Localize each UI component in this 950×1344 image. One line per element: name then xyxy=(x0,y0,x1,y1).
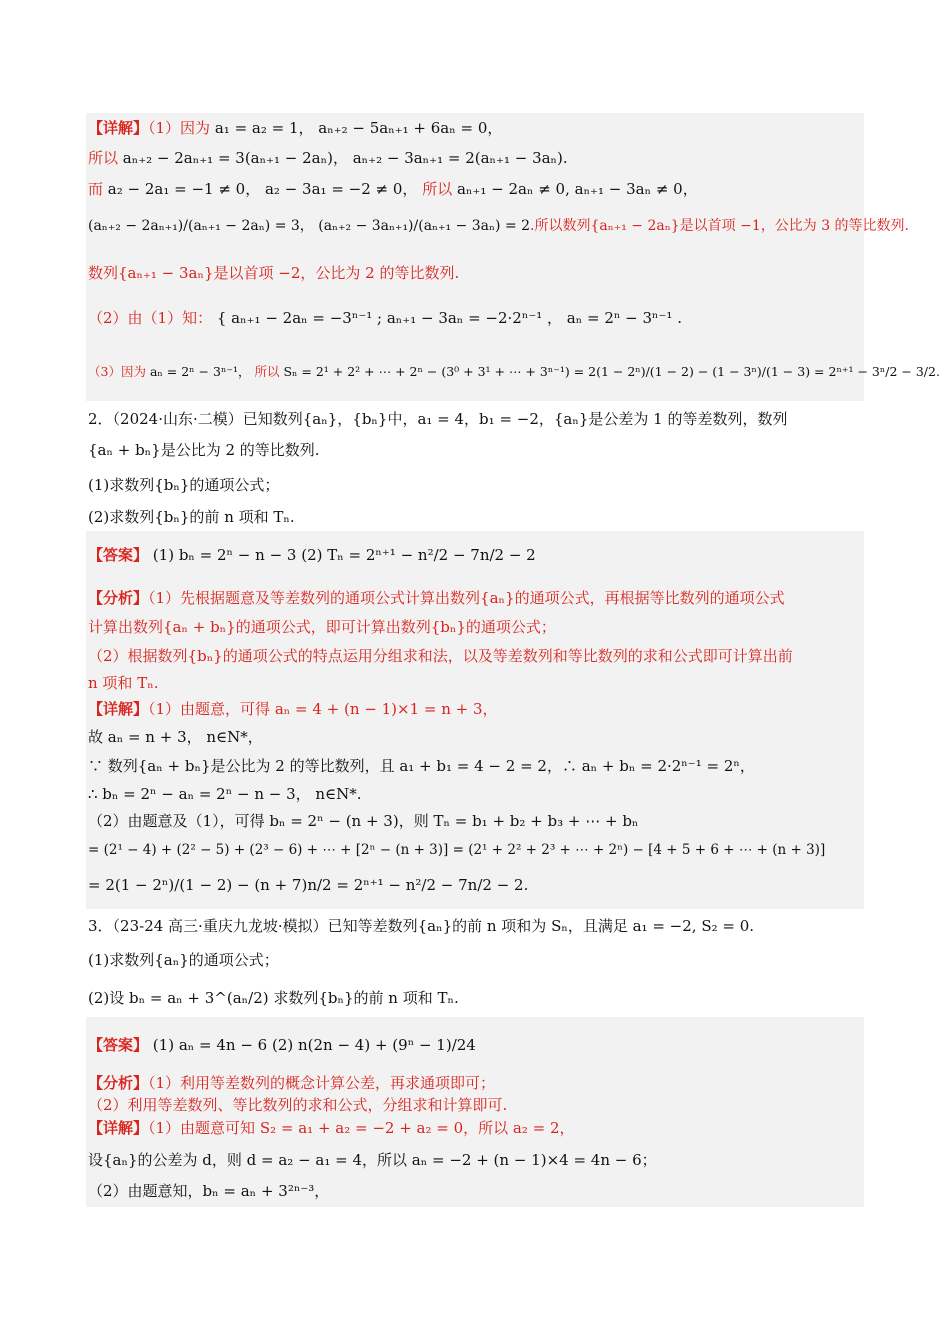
q2-detail-line-5: （2）由题意及（1），可得 bₙ = 2ⁿ − (n + 3)，则 Tₙ = b₁ + b₂ + b₃ + ⋯ + bₙ xyxy=(88,812,639,830)
detail-tag: 【详解】 xyxy=(88,119,149,137)
q2-stem-line-2: {aₙ + bₙ}是公比为 2 的等比数列. xyxy=(88,441,320,459)
answer-tag: 【答案】 xyxy=(88,546,149,564)
q2-detail-line-2: 故 aₙ = n + 3， n∈N*， xyxy=(88,728,263,746)
q3-part-1: (1)求数列{aₙ}的通项公式； xyxy=(88,951,279,969)
q2-answer: 【答案】 (1) bₙ = 2ⁿ − n − 3 (2) Tₙ = 2ⁿ⁺¹ − n²/2 − 7n/2 − 2 xyxy=(88,546,536,564)
q3-analysis-line-1: 【分析】（1）利用等差数列的概念计算公差，再求通项即可； xyxy=(88,1074,496,1092)
q1-line-4: (aₙ₊₂ − 2aₙ₊₁)/(aₙ₊₁ − 2aₙ) = 3， (aₙ₊₂ − 3aₙ₊₁)/(aₙ₊₁ − 3aₙ) = 2.所以数列{aₙ₊₁ − 2aₙ}是以首项 −1，公比为 3 的等比数列. xyxy=(88,218,910,234)
q3-detail-line-2: 设{aₙ}的公差为 d，则 d = a₂ − a₁ = 4，所以 aₙ = −2 + (n − 1)×4 = 4n − 6； xyxy=(88,1151,657,1169)
analysis-tag: 【分析】 xyxy=(88,1074,149,1092)
q2-detail-line-4: ∴ bₙ = 2ⁿ − aₙ = 2ⁿ − n − 3， n∈N*. xyxy=(88,785,362,803)
q2-analysis-line-3: （2）根据数列{bₙ}的通项公式的特点运用分组求和法，以及等差数列和等比数列的求和公式即可计算出前 xyxy=(88,647,793,665)
q2-part-1: (1)求数列{bₙ}的通项公式； xyxy=(88,476,280,494)
q2-detail-line-1: 【详解】（1）由题意，可得 aₙ = 4 + (n − 1)×1 = n + 3， xyxy=(88,700,498,718)
detail-tag: 【详解】 xyxy=(88,1119,149,1137)
q2-part-2: (2)求数列{bₙ}的前 n 项和 Tₙ. xyxy=(88,508,295,526)
q1-line-6: （2）由（1）知： { aₙ₊₁ − 2aₙ = −3ⁿ⁻¹ ; aₙ₊₁ − 3aₙ = −2·2ⁿ⁻¹ ， aₙ = 2ⁿ − 3ⁿ⁻¹ . xyxy=(88,309,682,327)
analysis-tag: 【分析】 xyxy=(88,589,149,607)
q2-analysis-line-2: 计算出数列{aₙ + bₙ}的通项公式，即可计算出数列{bₙ}的通项公式； xyxy=(88,618,556,636)
q3-stem-line-1: 3．（23-24 高三·重庆九龙坡·模拟）已知等差数列{aₙ}的前 n 项和为 Sₙ，且满足 a₁ = −2, S₂ = 0. xyxy=(88,917,755,935)
q2-analysis-line-4: n 项和 Tₙ. xyxy=(88,674,159,692)
detail-tag: 【详解】 xyxy=(88,700,149,718)
q2-analysis-line-1: 【分析】（1）先根据题意及等差数列的通项公式计算出数列{aₙ}的通项公式，再根据等比数列的通项公式 xyxy=(88,589,785,607)
q3-part-2: (2)设 bₙ = aₙ + 3^(aₙ/2) 求数列{bₙ}的前 n 项和 Tₙ. xyxy=(88,989,459,1007)
q3-detail-line-3: （2）由题意知，bₙ = aₙ + 3²ⁿ⁻³， xyxy=(88,1182,330,1200)
q1-line-3: 而 a₂ − 2a₁ = −1 ≠ 0， a₂ − 3a₁ = −2 ≠ 0， 所以 aₙ₊₁ − 2aₙ ≠ 0, aₙ₊₁ − 3aₙ ≠ 0， xyxy=(88,180,698,198)
q1-line-2: 所以 aₙ₊₂ − 2aₙ₊₁ = 3(aₙ₊₁ − 2aₙ)， aₙ₊₂ − 3aₙ₊₁ = 2(aₙ₊₁ − 3aₙ). xyxy=(88,149,568,167)
q1-line-7: （3）因为 aₙ = 2ⁿ − 3ⁿ⁻¹， 所以 Sₙ = 2¹ + 2² + ⋯ + 2ⁿ − (3⁰ + 3¹ + ⋯ + 3ⁿ⁻¹) = 2(1 − 2ⁿ)/(1 − 2) − (1 − 3ⁿ)/(1 − 3) = 2ⁿ⁺¹ − 3ⁿ/2 − 3/2. xyxy=(88,364,940,379)
q1-line-1: 【详解】（1）因为 a₁ = a₂ = 1， aₙ₊₂ − 5aₙ₊₁ + 6aₙ = 0， xyxy=(88,119,503,137)
q3-detail-line-1: 【详解】（1）由题意可知 S₂ = a₁ + a₂ = −2 + a₂ = 0，所以 a₂ = 2， xyxy=(88,1119,575,1137)
q1-line-5: 数列{aₙ₊₁ − 3aₙ}是以首项 −2，公比为 2 的等比数列. xyxy=(88,264,460,282)
q2-detail-line-6: = (2¹ − 4) + (2² − 5) + (2³ − 6) + ⋯ + [2ⁿ − (n + 3)] = (2¹ + 2² + 2³ + ⋯ + 2ⁿ) − [4 + 5 + 6 + ⋯ + (n + 3)] xyxy=(88,842,826,858)
answer-tag: 【答案】 xyxy=(88,1036,149,1054)
q2-stem-line-1: 2．（2024·山东·二模）已知数列{aₙ}，{bₙ}中，a₁ = 4，b₁ = −2，{aₙ}是公差为 1 的等差数列，数列 xyxy=(88,410,788,428)
q2-detail-line-3: ∵ 数列{aₙ + bₙ}是公比为 2 的等比数列，且 a₁ + b₁ = 4 − 2 = 2，∴ aₙ + bₙ = 2·2ⁿ⁻¹ = 2ⁿ， xyxy=(88,757,755,775)
q3-analysis-line-2: （2）利用等差数列、等比数列的求和公式，分组求和计算即可. xyxy=(88,1096,508,1114)
q2-detail-line-7: = 2(1 − 2ⁿ)/(1 − 2) − (n + 7)n/2 = 2ⁿ⁺¹ − n²/2 − 7n/2 − 2. xyxy=(88,876,529,894)
q3-answer: 【答案】 (1) aₙ = 4n − 6 (2) n(2n − 4) + (9ⁿ − 1)/24 xyxy=(88,1036,476,1054)
